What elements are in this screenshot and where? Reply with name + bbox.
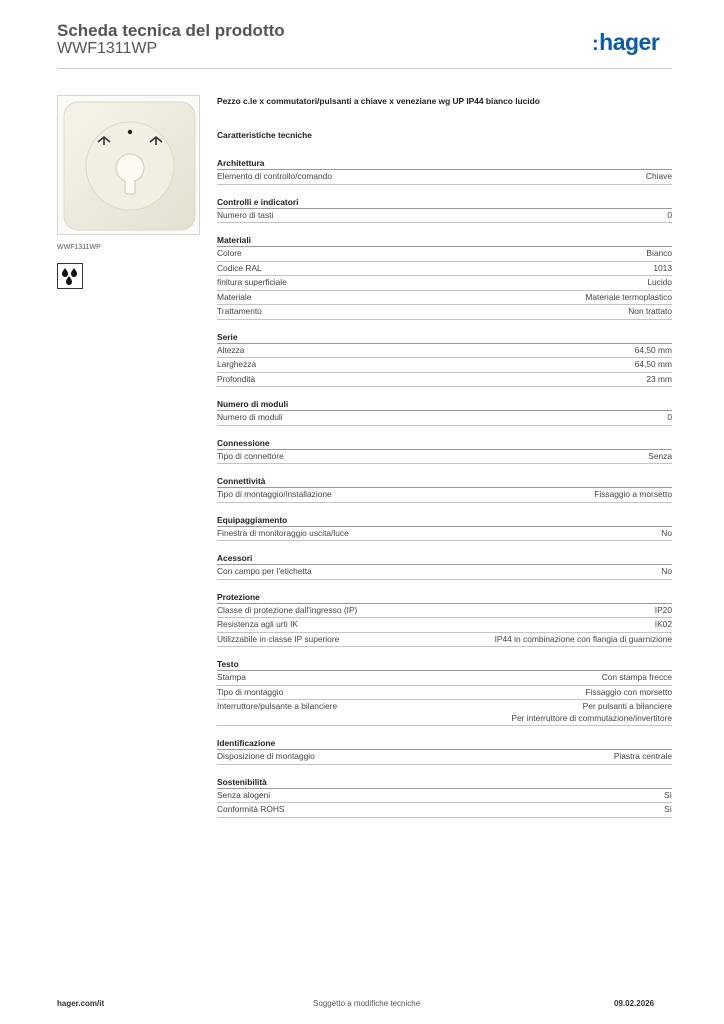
spec-value: No: [661, 566, 672, 576]
drops-badge: [57, 263, 83, 289]
spec-group: [217, 397, 672, 426]
spec-value: Piastra centrale: [613, 751, 672, 761]
product-code-subtitle: WWF1311WP: [57, 40, 158, 57]
spec-row: [217, 527, 672, 542]
spec-label: Tipo di montaggio: [217, 686, 284, 697]
group-title: Sostenibilità: [217, 775, 672, 789]
footer-website[interactable]: hager.com/it: [57, 999, 105, 1008]
spec-label: Interruttore/pulsante a bilanciere: [217, 701, 338, 711]
spec-row: [217, 373, 672, 388]
group-title: Controlli e indicatori: [217, 195, 672, 209]
spec-group: [217, 590, 672, 648]
spec-label: Senza alogeni: [217, 789, 271, 800]
spec-row: [217, 700, 672, 726]
footer-date: 09.02.2026: [614, 999, 655, 1008]
spec-value: Senza: [648, 450, 672, 461]
water-drops-icon: [60, 266, 80, 286]
spec-row: [217, 789, 672, 804]
spec-value: Bianco: [646, 248, 672, 258]
group-title: Materiali: [217, 233, 672, 247]
spec-group: [217, 233, 672, 320]
spec-group: [217, 330, 672, 388]
spec-row: [217, 291, 672, 306]
specifications: [217, 96, 672, 828]
product-image: [57, 95, 200, 235]
group-title: Architettura: [217, 156, 672, 170]
section-label: Caratteristiche tecniche: [217, 130, 312, 140]
spec-group: [217, 551, 672, 580]
spec-value: 0: [667, 209, 672, 220]
spec-value: Non trattato: [628, 306, 672, 316]
spec-group: [217, 657, 672, 726]
spec-label: Numero di moduli: [217, 412, 283, 422]
spec-label: Classe di protezione dall'ingresso (IP): [217, 604, 358, 615]
group-title: Protezione: [217, 590, 672, 604]
spec-value: 64,50 mm: [634, 359, 672, 369]
group-title: Acessori: [217, 551, 672, 565]
spec-value: IP44 in combinazione con flangia di guarnizione: [494, 633, 672, 644]
spec-label: Colore: [217, 248, 242, 258]
spec-label: Utilizzabile in classe IP superiore: [217, 633, 340, 644]
spec-label: Con campo per l'etichetta: [217, 566, 312, 576]
spec-value: No: [661, 527, 672, 538]
spec-row: [217, 344, 672, 359]
spec-row: [217, 633, 672, 648]
spec-row: [217, 262, 672, 277]
group-title: Equipaggiamento: [217, 513, 672, 527]
spec-value: 0: [667, 412, 672, 422]
spec-group: [217, 513, 672, 542]
spec-group: [217, 736, 672, 765]
spec-label: Conformità ROHS: [217, 804, 285, 814]
page-title: Scheda tecnica del prodotto: [57, 21, 285, 40]
spec-value-line: Per pulsanti a bilanciere: [582, 701, 672, 711]
spec-row: [217, 411, 672, 426]
group-title: Connessione: [217, 436, 672, 450]
spec-label: Numero di tasti: [217, 209, 274, 220]
spec-value: Sì: [664, 804, 672, 814]
spec-label: Disposizione di montaggio: [217, 751, 315, 761]
group-title: Connettività: [217, 474, 672, 488]
spec-value: 64,50 mm: [634, 344, 672, 355]
spec-group: [217, 156, 672, 185]
spec-row: [217, 618, 672, 633]
spec-label: Larghezza: [217, 359, 257, 369]
spec-label: Codice RAL: [217, 262, 262, 273]
spec-value: Materiale termoplastico: [585, 291, 672, 302]
spec-label: finitura superficiale: [217, 277, 287, 287]
spec-row: [217, 358, 672, 373]
spec-group: [217, 195, 672, 224]
spec-row: [217, 305, 672, 320]
spec-value-line: Per interruttore di commutazione/invertitore: [511, 712, 672, 723]
header-divider: [57, 68, 672, 69]
spec-value: IK02: [654, 619, 672, 629]
spec-value: Fissaggio con morsetto: [585, 686, 672, 697]
logo-text: hager: [599, 29, 660, 55]
group-title: Numero di moduli: [217, 397, 672, 411]
image-caption: WWF1311WP: [57, 244, 101, 251]
spec-row: [217, 565, 672, 580]
spec-value: Con stampa frecce: [601, 672, 672, 682]
spec-row: [217, 488, 672, 503]
spec-value: [511, 700, 672, 725]
hager-logo: [592, 29, 659, 56]
spec-label: Altezza: [217, 344, 245, 355]
spec-label: Resistenza agli urti IK: [217, 619, 298, 629]
spec-row: [217, 209, 672, 224]
spec-row: [217, 750, 672, 765]
spec-label: Tipo di connettore: [217, 450, 284, 461]
product-description: Pezzo c.le x commutatori/pulsanti a chiave x veneziane wg UP IP44 bianco lucido: [217, 96, 540, 106]
spec-label: Finestra di monitoraggio uscita/luce: [217, 527, 349, 538]
spec-row: [217, 604, 672, 619]
spec-group: [217, 436, 672, 465]
spec-value: Chiave: [645, 171, 672, 181]
spec-value: Fissaggio a morsetto: [594, 489, 672, 499]
spec-value: 23 mm: [646, 373, 672, 384]
spec-row: [217, 170, 672, 185]
group-title: Serie: [217, 330, 672, 344]
logo-dots-icon: :: [592, 33, 599, 55]
spec-label: Tipo di montaggio/installazione: [217, 489, 332, 499]
spec-group: [217, 474, 672, 503]
spec-row: [217, 671, 672, 686]
footer-notice: Soggetto a modifiche tecniche: [313, 999, 421, 1008]
spec-label: Trattamento: [217, 306, 262, 316]
spec-value: 1013: [653, 262, 672, 273]
spec-groups: [217, 156, 672, 818]
spec-label: Stampa: [217, 672, 246, 682]
spec-group: [217, 775, 672, 818]
spec-row: [217, 450, 672, 465]
spec-row: [217, 686, 672, 701]
spec-label: Materiale: [217, 291, 252, 302]
spec-value: Lucido: [647, 277, 672, 287]
spec-label: Elemento di controllo/comando: [217, 171, 332, 181]
spec-value: Sì: [664, 789, 672, 800]
group-title: Identificazione: [217, 736, 672, 750]
spec-label: Profondità: [217, 373, 256, 384]
spec-value: IP20: [654, 604, 672, 615]
key-switch-plate-icon: [58, 96, 201, 236]
spec-row: [217, 247, 672, 262]
group-title: Testo: [217, 657, 672, 671]
spec-row: [217, 803, 672, 818]
spec-row: [217, 276, 672, 291]
